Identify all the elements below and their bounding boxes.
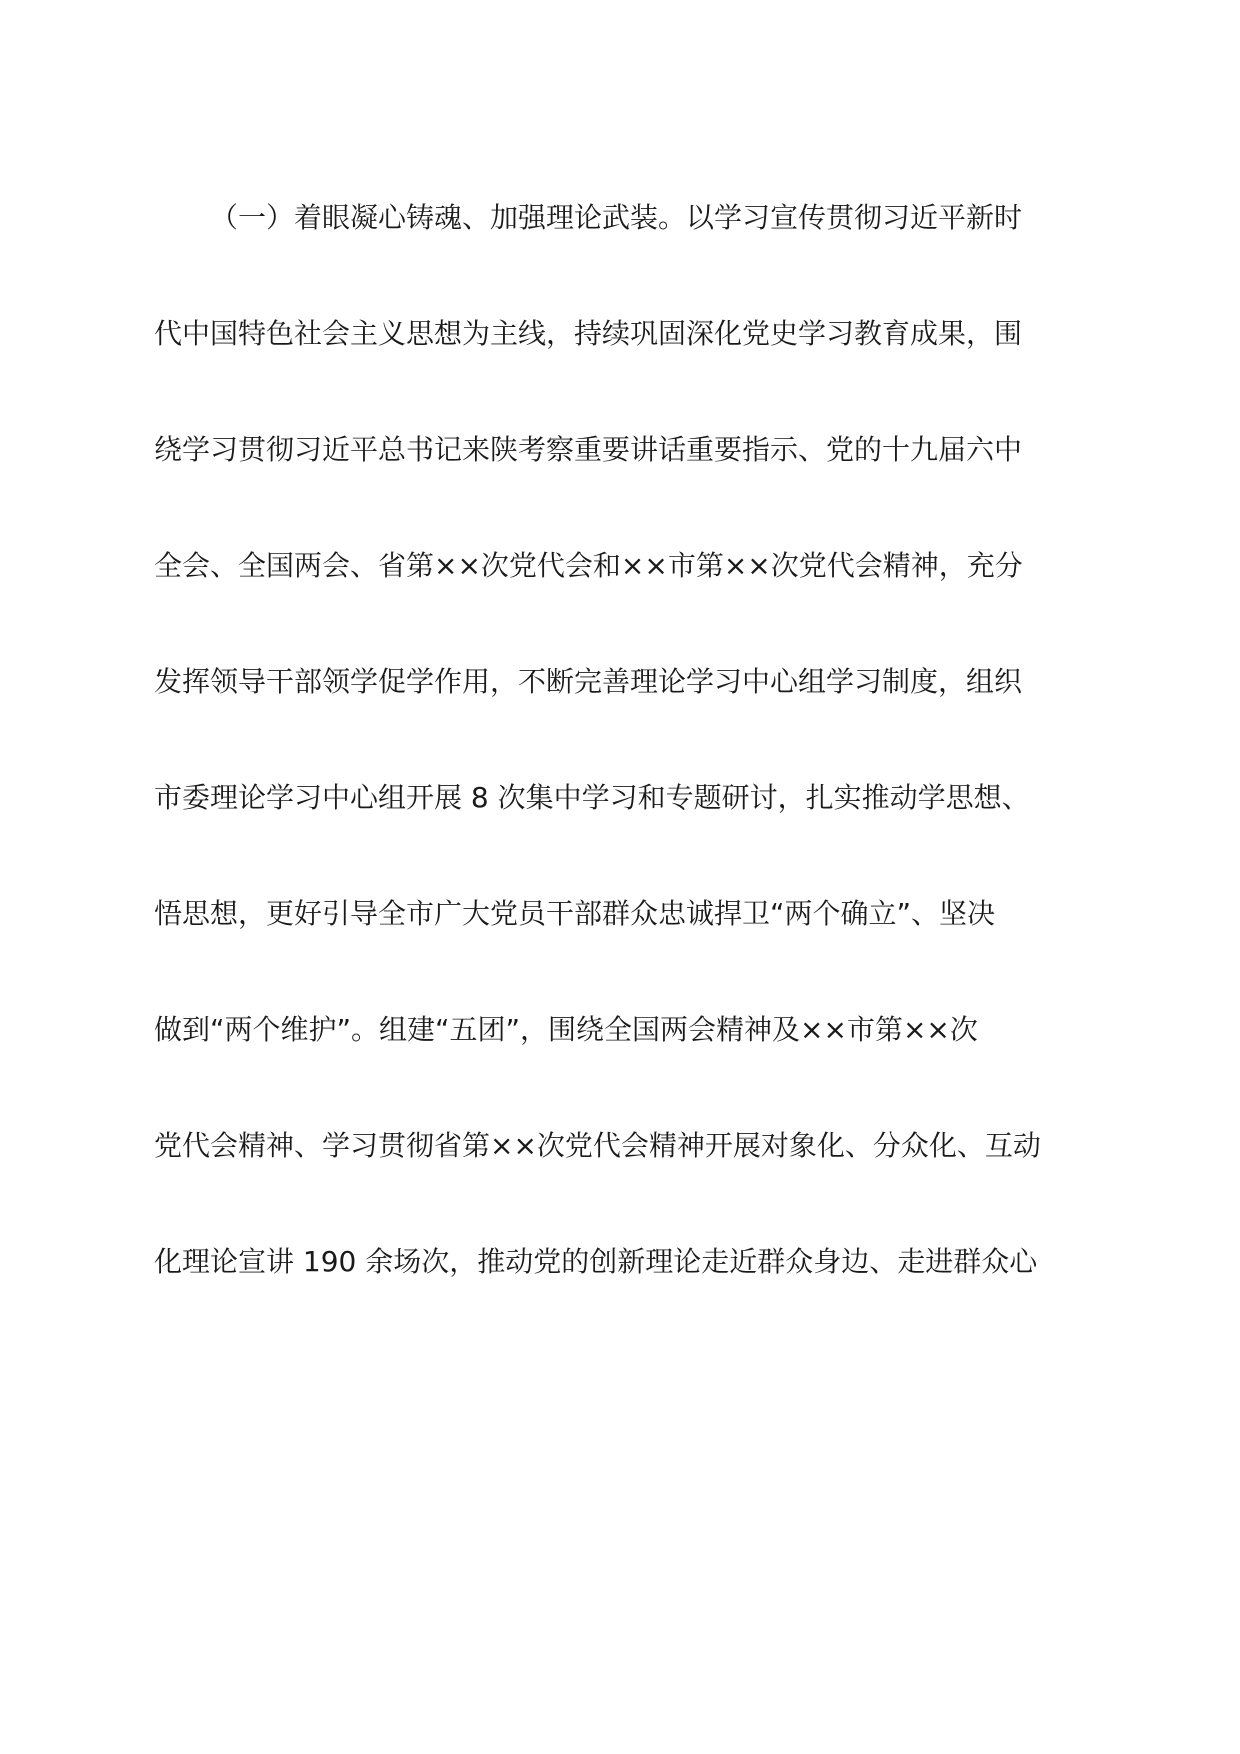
paragraph-line-10: 化理论宣讲 190 余场次，推动党的创新理论走近群众身边、走进群众心	[154, 1245, 1038, 1278]
paragraph-line-6: 市委理论学习中心组开展 8 次集中学习和专题研讨，扎实推动学思想、	[154, 781, 1030, 814]
paragraph-line-7: 悟思想，更好引导全市广大党员干部群众忠诚捍卫“两个确立”、坚决	[154, 897, 996, 930]
paragraph-line-1: （一）着眼凝心铸魂、加强理论武装。以学习宣传贯彻习近平新时	[210, 201, 1023, 234]
paragraph-line-4: 全会、全国两会、省第××次党代会和××市第××次党代会精神，充分	[154, 549, 1023, 582]
paragraph-line-8: 做到“两个维护”。组建“五团”，围绕全国两会精神及××市第××次	[154, 1013, 978, 1046]
paragraph-line-2: 代中国特色社会主义思想为主线，持续巩固深化党史学习教育成果，围	[154, 317, 1023, 350]
paragraph-line-3: 绕学习贯彻习近平总书记来陕考察重要讲话重要指示、党的十九届六中	[154, 433, 1023, 466]
paragraph-line-5: 发挥领导干部领学促学作用，不断完善理论学习中心组学习制度，组织	[154, 665, 1023, 698]
paragraph-line-9: 党代会精神、学习贯彻省第××次党代会精神开展对象化、分众化、互动	[154, 1129, 1041, 1162]
